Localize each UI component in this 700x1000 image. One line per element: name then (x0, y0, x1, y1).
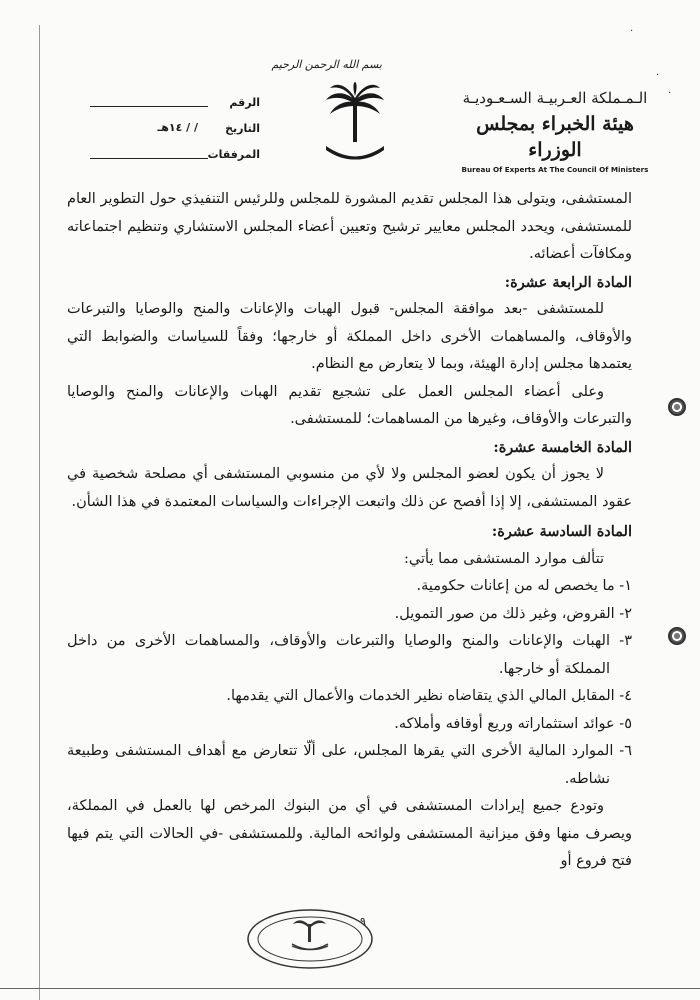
number-label: الرقم (229, 96, 260, 109)
list-item: ٣- الهبات والإعانات والمنح والوصايا والتبرعات والأوقاف، والمساهمات الأخرى من داخل المملكة أو خارجها. (67, 633, 632, 677)
article-heading: المادة السادسة عشرة: (491, 523, 632, 540)
list-item: ٥- عوائد استثماراته وريع أوقافه وأملاكه. (394, 715, 632, 732)
official-seal-icon (246, 908, 374, 970)
body-paragraph: للمستشفى -بعد موافقة المجلس- قبول الهبات والإعانات والمنح والوصايا والتبرعات والأوقاف، والمساهمات الأخرى داخل المملكة أو خارجها؛ وفقاً للسياسات والضوابط التي يعتمدها مجلس إدارة الهيئة، وبما لا يتعارض مع النظام. (67, 301, 632, 372)
attachments-line (90, 158, 208, 159)
palm-swords-emblem-icon (322, 82, 388, 164)
attachments-label: المرفقات (207, 148, 260, 161)
body-paragraph: تتألف موارد المستشفى مما يأتي: (404, 550, 604, 567)
body-paragraph: المستشفى، ويتولى هذا المجلس تقديم المشورة للمجلس وللرئيس التنفيذي حول التطوير العام للمستشفى، ويحدد المجلس معايير ترشيح وتعيين أعضاء المجلس الاستشاري وتنظيم اجتماعاته ومكافآت أعضائه. (67, 191, 632, 262)
date-label: التاريخ (225, 122, 260, 135)
number-line (90, 106, 208, 107)
page-bottom-rule (0, 988, 700, 989)
body-paragraph: لا يجوز أن يكون لعضو المجلس ولا لأي من منسوبي المستشفى أي مصلحة شخصية في عقود المستشفى، إلا إذا أفصح عن ذلك واتبعت الإجراءات والسياسات المعتمدة في هذا الشأن. (67, 466, 632, 510)
article-heading: المادة الخامسة عشرة: (493, 438, 632, 456)
basmala: بسم الله الرحمن الرحيم (271, 58, 382, 71)
date-value: / / ١٤هـ (157, 121, 198, 134)
list-item: ١- ما يخصص له من إعانات حكومية. (416, 578, 632, 594)
scan-speck: · (656, 70, 660, 81)
reference-fields (60, 96, 260, 174)
left-margin-line (39, 25, 40, 1000)
punch-hole-icon (668, 398, 686, 416)
article-heading: المادة الرابعة عشرة: (504, 273, 632, 291)
list-item: ٢- القروض، وغير ذلك من صور التمويل. (394, 605, 632, 622)
scan-speck: · (630, 26, 634, 37)
list-item: ٤- المقابل المالي الذي يتقاضاه نظير الخدمات والأعمال التي يقدمها. (226, 688, 632, 704)
scan-speck: · (668, 88, 672, 99)
list-item: ٦- الموارد المالية الأخرى التي يقرها المجلس، على ألّا تتعارض مع أهداف المستشفى وطبيعة نشاطه. (67, 743, 632, 787)
kingdom-name: الـمـملكة العـربيـة السـعـوديـة (462, 89, 648, 107)
document-body (67, 186, 632, 876)
page-number: ٩ (360, 915, 366, 928)
attachments-row (60, 148, 260, 174)
bureau-name-arabic: هيئة الخبراء بمجلس الوزراء (476, 113, 634, 161)
body-paragraph: وتودع جميع إيرادات المستشفى في أي من البنوك المرخص لها بالعمل في المملكة، ويصرف منها وفق ميزانية المستشفى ولوائحه المالية. وللمستشفى -في الحالات التي يتم فيها فتح فروع أو (67, 798, 632, 869)
bureau-name-english: Bureau Of Experts At The Council Of Ministers (461, 165, 649, 174)
punch-hole-icon (668, 627, 686, 645)
date-row (60, 122, 260, 148)
number-row (60, 96, 260, 122)
body-paragraph: وعلى أعضاء المجلس العمل على تشجيع تقديم الهبات والإعانات والمنح والوصايا والتبرعات والأوقاف، وغيرها من المساهمات؛ للمستشفى. (67, 383, 632, 427)
letterhead-issuer (450, 88, 660, 174)
